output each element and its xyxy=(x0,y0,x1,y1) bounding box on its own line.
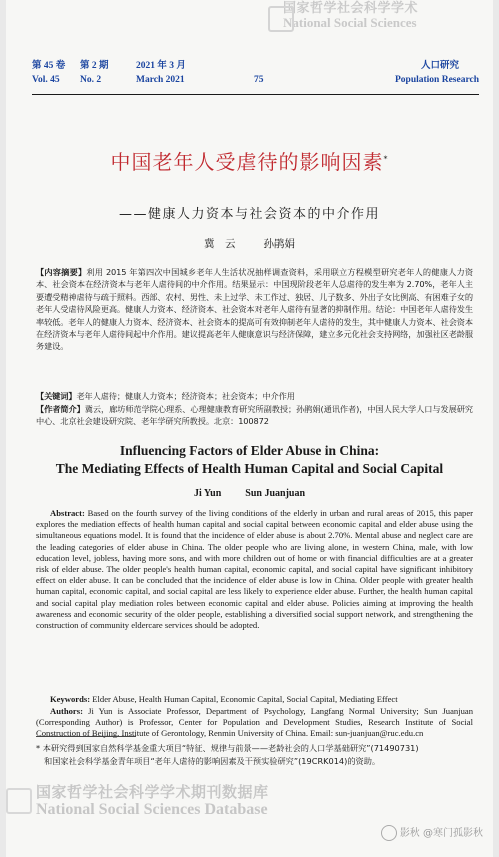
authors-en: Ji Yun Sun Juanjuan xyxy=(193,488,306,499)
database-logo-icon-bottom xyxy=(6,788,32,814)
journal-page: 国家哲学社会科学学术 National Social Sciences 第 45 卷 第 2 期 2021 年 3 月 人口研究 Vol. 45 No. 2 March 2021 75 Population Research 中国老年人受虐待的影响因素* ——健康人力资本与社会资本的中介作用 冀 云 孙鹃娟 【内容摘要】利用 2015 年第四次中国城乡老年人生活状况抽样调查资料，采用联立方程模型研究老年人的健康人力资本、社会资本在经济资本与老年人虐待间的中介作用。结果显示：中国现阶段老年人总虐待的发生率为 2.70%，老年人主要遭受精神虐待与疏于照料。西部、农村、男性、未上过学、未工作过、独居、儿子数多、外出子女比例高、有困难子女的老年人受虐待风险更高。健康人力资本、经济资本、社会资本对老年人虐待有显著的抑制作用。结论：中国老年人虐待发生率较低。老年人的健康人力资本、经济资本、社会资本的提高可有效抑制老年人虐待的发生，其中健康人力资本、社会资本在经济资本与老年人虐待间起中介作用。建议提高老年人健康意识与经济保障，建立多元化社会支持网络，加强社区老龄服务建设。 【关键词】老年人虐待；健康人力资本；经济资本；社会资本；中介作用 【作者简介】冀云，廊坊师范学院心理系、心理健康教育研究所副教授；孙鹃娟(通讯作者)，中国人民大学人口与发展研究中心、北京社会建设研究院、老年学研究所教授。北京：100872 Influencing Factors of Elder Abuse in China: The Mediating Effects of Health Human Capital and Social Capital Ji Yun Sun Juanjuan Abstract: Based on the fourth survey of the living conditions of the elderly in urban and rural areas of 2015, this paper explores the mediation effects of health human capital and social capital between economic capital and elder abuse using the simultaneous equations model. It is found that the incidence of elder abuse is about 2.70%. Mental abuse and neglect care are the leading categories of elder abuse in China. The older people who are living alone, in western China, male, with low education level, jobless, having more sons, and with more children out of home or with financial difficulties are at a greater risk of elder abuse. The older people's health human capital, economic capital, and social capital have significant inhibitory effect on elder abuse. It can be concluded that the incidence of elder abuse is low in China. Older people with greater health human capital, economic capital, and social capital are less likely to experience elder abuse. Further, the health human capital and social capital play mediation roles between economic capital and elder abuse. Policies aiming at improving the health awareness and economic security of the older people, establishing a diversified social support network, and strengthening the construction of community eldercare services should be adopted. Keywords: Elder Abuse, Health Human Capital, Economic Capital, Social Capital, Mediating Effect Authors: Ji Yun is Associate Professor, Department of Psychology, Langfang Normal University; Sun Juanjuan (Corresponding Author) is Professor, Center for Population and Development Studies, Research Institute of Social Construction of Beijing, Institute of Gerontology, Renmin University of China. Email: sun-juanjuan@ruc.edu.cn * 本研究得到国家自然科学基金重大项目“特征、规律与前景——老龄社会的人口学基础研究”(71490731) 和国家社会科学基金青年项目“老年人虐待的影响因素及干预实验研究”(19CRK014)的资助。 国家哲学社会科学学术期刊数据库 National Social Sciences Database 影秋 @寒门孤影秋 xyxy=(6,0,493,857)
abstract-en: Abstract: Based on the fourth survey of the living conditions of the elderly in urban and rural areas of 2015, this paper explores the mediation effects of health human capital and social capital between economic capital and elder abuse using the simultaneous equations model. It is found that the incidence of elder abuse is about 2.70%. Mental abuse and neglect care are the leading categories of elder abuse in China. The older people who are living alone, in western China, male, with low education level, jobless, having more sons, and with more children out of home or with financial difficulties are at a greater risk of elder abuse. The older people's health human capital, economic capital, and social capital have significant inhibitory effect on elder abuse. It can be concluded that the incidence of elder abuse is low in China. Older people with greater health human capital, economic capital, and social capital are less likely to experience elder abuse. Further, the health human capital and social capital play mediation roles between economic capital and elder abuse. Policies aiming at improving the health awareness and economic security of the older people, establishing a diversified social support network, and strengthening the construction of community eldercare services should be adopted. xyxy=(36,508,473,631)
wechat-watermark: 影秋 @寒门孤影秋 xyxy=(381,824,483,841)
footnote-rule xyxy=(36,736,136,737)
keywords-cn: 【关键词】老年人虐待；健康人力资本；经济资本；社会资本；中介作用 xyxy=(36,391,295,401)
database-logo-icon xyxy=(268,6,294,32)
author-intro-cn: 【作者简介】冀云，廊坊师范学院心理系、心理健康教育研究所副教授；孙鹃娟(通讯作者)，中国人民大学人口与发展研究中心、北京社会建设研究院、老年学研究所教授。北京：100872 xyxy=(36,404,473,427)
database-watermark-bottom: 国家哲学社会科学学术期刊数据库 National Social Sciences Database xyxy=(36,783,269,818)
english-title: Influencing Factors of Elder Abuse in China: The Mediating Effects of Health Human Capital and Social Capital xyxy=(55,443,444,476)
authors-cn: 冀 云 孙鹃娟 xyxy=(204,238,295,250)
funding-footnote: * 本研究得到国家自然科学基金重大项目“特征、规律与前景——老龄社会的人口学基础研究”(71490731) 和国家社会科学基金青年项目“老年人虐待的影响因素及干预实验研究”(19CRK014)的资助。 xyxy=(36,743,419,766)
keywords-en: Keywords: Elder Abuse, Health Human Capital, Economic Capital, Social Capital, Mediating Effect xyxy=(50,694,398,704)
abstract-cn: 【内容摘要】利用 2015 年第四次中国城乡老年人生活状况抽样调查资料，采用联立方程模型研究老年人的健康人力资本、社会资本在经济资本与老年人虐待间的中介作用。结果显示：中国现阶段老年人总虐待的发生率为 2.70%，老年人主要遭受精神虐待与疏于照料。西部、农村、男性、未上过学、未工作过、独居、儿子数多、外出子女比例高、有困难子女的老年人受虐待风险更高。健康人力资本、经济资本、社会资本对老年人虐待有显著的抑制作用。结论：中国老年人虐待发生率较低。老年人的健康人力资本、经济资本、社会资本的提高可有效抑制老年人虐待的发生，其中健康人力资本、社会资本在经济资本与老年人虐待间起中介作用。建议提高老年人健康意识与经济保障，建立多元化社会支持网络，加强社区老龄服务建设。 xyxy=(36,267,473,352)
database-watermark-top: 国家哲学社会科学学术 National Social Sciences xyxy=(283,1,419,30)
author-intro-en: Authors: Ji Yun is Associate Professor, Department of Psychology, Langfang Normal University; Sun Juanjuan (Corresponding Author) is Professor, Center for Population and Development Studies, Research Institute of Social Construction of Beijing, Institute of Gerontology, Renmin University of China. Email: sun-juanjuan@ruc.edu.cn xyxy=(36,706,473,739)
wechat-logo-icon xyxy=(381,825,397,841)
header-rule xyxy=(32,94,479,95)
article-subtitle: ——健康人力资本与社会资本的中介作用 xyxy=(118,207,380,222)
article-title: 中国老年人受虐待的影响因素* xyxy=(110,150,389,174)
